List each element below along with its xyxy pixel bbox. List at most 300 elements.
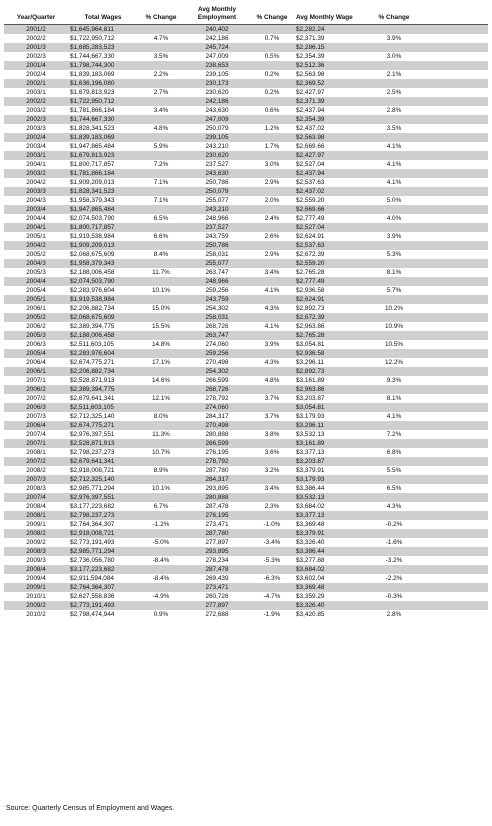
table-row: [4, 187, 488, 196]
cell-pct-change-wages: [138, 565, 184, 574]
cell-pct-change-wages: [138, 43, 184, 52]
cell-avg-monthly-employment: 277,897: [184, 601, 250, 610]
cell-pct-change-wages: 11.7%: [152, 269, 170, 276]
cell-pct-change-wages: [138, 169, 184, 178]
table-row: [4, 250, 488, 259]
cell-total-wages: $2,764,364,307: [70, 521, 115, 528]
cell-avg-monthly-employment: 274,060: [205, 341, 229, 348]
cell-year-quarter: 2009/2: [4, 601, 68, 610]
cell-pct-change-wage: 3.0%: [386, 53, 402, 60]
cell-total-wages: $1,958,379,343: [68, 259, 138, 268]
cell-pct-change-employment: [250, 61, 294, 70]
cell-pct-change-wage: 6.8%: [386, 449, 402, 456]
cell-pct-change-wages: 4.7%: [153, 35, 169, 42]
cell-pct-change-wages: [138, 241, 184, 250]
table-row: [4, 610, 488, 619]
cell-pct-change-wages: [138, 439, 184, 448]
table-row: [4, 520, 488, 529]
cell-pct-change-wage: [370, 205, 418, 214]
cell-pct-change-employment: 2.9%: [264, 251, 280, 258]
cell-avg-monthly-employment: 266,599: [205, 377, 229, 384]
cell-spacer: [418, 169, 488, 178]
cell-avg-monthly-employment: 230,620: [184, 151, 250, 160]
cell-pct-change-wages: [138, 151, 184, 160]
cell-pct-change-employment: [250, 439, 294, 448]
cell-year-quarter: 2004/1: [26, 161, 46, 168]
header-pct-change-wage: % Change: [370, 4, 418, 25]
cell-pct-change-wage: -3.2%: [385, 557, 403, 564]
cell-pct-change-employment: [250, 151, 294, 160]
cell-spacer: [418, 160, 488, 169]
table-row: [4, 214, 488, 223]
table-row: [4, 25, 488, 35]
cell-avg-monthly-wage: $2,369.52: [294, 79, 370, 88]
cell-avg-monthly-employment: 293,895: [205, 485, 229, 492]
cell-total-wages: $2,679,641,341: [70, 395, 115, 402]
cell-total-wages: $2,674,775,271: [70, 359, 115, 366]
table-row: [4, 340, 488, 349]
cell-pct-change-wages: [138, 97, 184, 106]
cell-avg-monthly-employment: 254,302: [205, 305, 229, 312]
cell-pct-change-wage: [370, 511, 418, 520]
cell-pct-change-employment: [250, 547, 294, 556]
cell-avg-monthly-employment: 258,031: [205, 251, 229, 258]
cell-spacer: [418, 205, 488, 214]
cell-spacer: [418, 178, 488, 187]
cell-total-wages: $2,712,325,140: [70, 413, 115, 420]
cell-pct-change-wage: [370, 349, 418, 358]
cell-total-wages: $2,068,675,609: [70, 251, 115, 258]
cell-pct-change-wages: 6.7%: [153, 503, 169, 510]
table-row: [4, 367, 488, 376]
cell-pct-change-wage: -2.2%: [385, 575, 403, 582]
cell-avg-monthly-employment: 273,471: [184, 583, 250, 592]
cell-total-wages: $2,188,006,458: [68, 331, 138, 340]
cell-year-quarter: 2005/4: [4, 349, 68, 358]
wages-table-sheet: [4, 4, 488, 619]
cell-pct-change-employment: [250, 403, 294, 412]
table-header-row: [4, 4, 488, 25]
cell-spacer: [418, 565, 488, 574]
cell-year-quarter: 2005/4: [26, 287, 46, 294]
cell-year-quarter: 2005/2: [26, 251, 46, 258]
cell-pct-change-wage: 2.1%: [386, 71, 402, 78]
cell-year-quarter: 2010/1: [26, 593, 46, 600]
cell-total-wages: $2,679,641,341: [68, 457, 138, 466]
cell-avg-monthly-employment: 258,031: [184, 313, 250, 322]
cell-pct-change-employment: 0.2%: [264, 89, 280, 96]
cell-pct-change-wage: [370, 385, 418, 394]
cell-pct-change-wage: [370, 43, 418, 52]
cell-pct-change-employment: 3.2%: [264, 467, 280, 474]
cell-pct-change-wages: 7.2%: [153, 161, 169, 168]
cell-pct-change-employment: 3.0%: [264, 161, 280, 168]
cell-spacer: [418, 277, 488, 286]
cell-total-wages: $2,074,503,790: [68, 277, 138, 286]
cell-total-wages: $1,909,209,013: [68, 241, 138, 250]
cell-total-wages: $2,985,771,294: [70, 485, 115, 492]
cell-avg-monthly-wage: $2,512.36: [294, 61, 370, 70]
cell-avg-monthly-wage: $3,379.91: [294, 529, 370, 538]
table-row: [4, 52, 488, 61]
cell-pct-change-wage: [370, 493, 418, 502]
cell-spacer: [418, 502, 488, 511]
cell-avg-monthly-wage: $2,286.15: [294, 43, 370, 52]
cell-avg-monthly-employment: 243,759: [184, 295, 250, 304]
cell-total-wages: $1,685,283,523: [68, 43, 138, 52]
cell-pct-change-employment: 4.3%: [264, 305, 280, 312]
table-row: [4, 403, 488, 412]
table-body: [4, 25, 488, 620]
cell-pct-change-wage: [370, 583, 418, 592]
source-note: Source: Quarterly Census of Employment and Wages.: [6, 805, 175, 812]
cell-avg-monthly-wage: $2,563.98: [294, 133, 370, 142]
header-avg-monthly-wage: Avg Monthly Wage: [294, 4, 370, 25]
cell-pct-change-wages: -4.9%: [152, 593, 170, 600]
cell-pct-change-employment: 0.5%: [264, 53, 280, 60]
cell-avg-monthly-employment: 276,195: [184, 511, 250, 520]
cell-pct-change-wages: -5.0%: [152, 539, 170, 546]
cell-avg-monthly-employment: 247,009: [184, 115, 250, 124]
table-row: [4, 592, 488, 601]
cell-avg-monthly-wage: $2,537.63: [296, 179, 325, 186]
cell-avg-monthly-wage: $2,354.39: [296, 53, 325, 60]
cell-spacer: [418, 133, 488, 142]
wages-table: [4, 4, 488, 619]
cell-avg-monthly-wage: $2,669.66: [296, 143, 325, 150]
cell-year-quarter: 2005/3: [26, 269, 46, 276]
cell-avg-monthly-employment: 245,724: [184, 43, 250, 52]
cell-pct-change-wage: 3.9%: [386, 35, 402, 42]
cell-total-wages: $2,918,008,721: [70, 467, 115, 474]
cell-avg-monthly-employment: 270,498: [184, 421, 250, 430]
cell-year-quarter: 2004/2: [4, 241, 68, 250]
cell-pct-change-wage: [370, 331, 418, 340]
cell-year-quarter: 2003/2: [4, 169, 68, 178]
cell-total-wages: $2,528,871,913: [68, 439, 138, 448]
cell-avg-monthly-wage: $2,559.20: [294, 259, 370, 268]
cell-pct-change-wages: [138, 259, 184, 268]
cell-year-quarter: 2007/4: [26, 431, 46, 438]
cell-avg-monthly-employment: 260,726: [205, 593, 229, 600]
cell-pct-change-employment: 4.3%: [264, 359, 280, 366]
cell-spacer: [418, 385, 488, 394]
cell-spacer: [418, 331, 488, 340]
cell-pct-change-wage: [370, 259, 418, 268]
cell-year-quarter: 2009/2: [26, 539, 46, 546]
table-row: [4, 511, 488, 520]
cell-year-quarter: 2004/2: [26, 179, 46, 186]
table-row: [4, 313, 488, 322]
cell-avg-monthly-wage: $3,420.85: [296, 611, 325, 618]
cell-pct-change-employment: -3.4%: [263, 539, 281, 546]
cell-avg-monthly-employment: 248,966: [205, 215, 229, 222]
cell-avg-monthly-wage: $3,377.13: [294, 511, 370, 520]
cell-avg-monthly-employment: 284,317: [205, 413, 229, 420]
cell-avg-monthly-wage: $3,161.89: [296, 377, 325, 384]
cell-pct-change-wage: 4.1%: [386, 143, 402, 150]
cell-pct-change-wage: 10.2%: [384, 305, 404, 312]
cell-pct-change-wages: [138, 349, 184, 358]
cell-avg-monthly-employment: 243,630: [184, 169, 250, 178]
cell-year-quarter: 2009/3: [26, 557, 46, 564]
cell-avg-monthly-employment: 230,173: [184, 79, 250, 88]
table-row: [4, 538, 488, 547]
header-spacer: [418, 4, 488, 25]
cell-pct-change-employment: [250, 295, 294, 304]
cell-avg-monthly-employment: 280,888: [205, 431, 229, 438]
cell-pct-change-employment: [250, 43, 294, 52]
cell-avg-monthly-employment: 280,888: [184, 493, 250, 502]
cell-avg-monthly-wage: $2,672.39: [294, 313, 370, 322]
cell-pct-change-wages: 6.6%: [153, 233, 169, 240]
table-row: [4, 493, 488, 502]
cell-avg-monthly-employment: 243,630: [205, 107, 229, 114]
cell-pct-change-wages: 7.1%: [153, 197, 169, 204]
cell-spacer: [418, 601, 488, 610]
cell-spacer: [418, 430, 488, 439]
cell-avg-monthly-wage: $2,765.28: [294, 331, 370, 340]
cell-avg-monthly-wage: $2,672.39: [296, 251, 325, 258]
cell-avg-monthly-employment: 239,105: [205, 71, 229, 78]
cell-pct-change-wages: [138, 403, 184, 412]
cell-avg-monthly-wage: $2,669.66: [294, 205, 370, 214]
cell-total-wages: $1,722,950,712: [68, 97, 138, 106]
cell-spacer: [418, 403, 488, 412]
cell-pct-change-wages: [138, 187, 184, 196]
cell-year-quarter: 2008/1: [26, 449, 46, 456]
cell-spacer: [418, 313, 488, 322]
cell-total-wages: $2,911,594,084: [70, 575, 114, 582]
cell-pct-change-wage: [370, 601, 418, 610]
table-row: [4, 349, 488, 358]
cell-pct-change-wage: [370, 97, 418, 106]
cell-pct-change-employment: [250, 277, 294, 286]
table-row: [4, 457, 488, 466]
cell-total-wages: $1,744,667,330: [68, 115, 138, 124]
cell-pct-change-wages: -8.4%: [152, 557, 170, 564]
cell-pct-change-employment: [250, 223, 294, 232]
cell-spacer: [418, 592, 488, 601]
cell-total-wages: $2,918,008,721: [68, 529, 138, 538]
cell-year-quarter: 2001/2: [4, 25, 68, 35]
cell-year-quarter: 2007/1: [4, 439, 68, 448]
cell-pct-change-employment: 4.1%: [264, 323, 280, 330]
cell-pct-change-wages: [138, 295, 184, 304]
cell-year-quarter: 2007/1: [26, 377, 46, 384]
cell-pct-change-employment: 0.6%: [264, 107, 280, 114]
header-pct-change-wages: % Change: [138, 4, 184, 25]
cell-avg-monthly-employment: 243,210: [205, 143, 229, 150]
cell-avg-monthly-wage: $3,277.88: [296, 557, 325, 564]
cell-pct-change-wages: 6.5%: [153, 215, 169, 222]
cell-pct-change-employment: [250, 565, 294, 574]
cell-pct-change-wages: [138, 421, 184, 430]
table-row: [4, 232, 488, 241]
cell-avg-monthly-employment: 242,186: [205, 35, 229, 42]
cell-pct-change-employment: 3.8%: [264, 431, 280, 438]
cell-avg-monthly-employment: 266,599: [184, 439, 250, 448]
cell-avg-monthly-employment: 254,302: [184, 367, 250, 376]
table-row: [4, 277, 488, 286]
cell-year-quarter: 2007/2: [26, 395, 46, 402]
cell-pct-change-wage: -0.2%: [385, 521, 403, 528]
cell-avg-monthly-employment: 250,079: [184, 187, 250, 196]
cell-pct-change-wage: [370, 295, 418, 304]
cell-total-wages: $2,068,675,609: [68, 313, 138, 322]
cell-year-quarter: 2004/1: [4, 223, 68, 232]
cell-avg-monthly-employment: 240,402: [184, 25, 250, 35]
table-row: [4, 268, 488, 277]
cell-pct-change-wage: 5.0%: [386, 197, 402, 204]
header-avg-monthly-employment: Avg Monthly Employment: [184, 4, 250, 25]
cell-spacer: [418, 187, 488, 196]
cell-pct-change-employment: 2.0%: [264, 197, 280, 204]
cell-pct-change-wages: [138, 223, 184, 232]
cell-spacer: [418, 583, 488, 592]
cell-pct-change-wage: 5.5%: [386, 467, 402, 474]
table-row: [4, 124, 488, 133]
cell-pct-change-wage: 3.5%: [386, 125, 402, 132]
cell-avg-monthly-wage: $2,437.02: [294, 187, 370, 196]
cell-pct-change-wage: 6.5%: [386, 485, 402, 492]
cell-pct-change-employment: [250, 529, 294, 538]
cell-pct-change-wage: [370, 115, 418, 124]
cell-avg-monthly-wage: $2,527.04: [294, 223, 370, 232]
cell-pct-change-wage: [370, 439, 418, 448]
cell-avg-monthly-wage: $2,371.39: [294, 97, 370, 106]
cell-total-wages: $1,636,196,080: [68, 79, 138, 88]
cell-pct-change-employment: 2.6%: [264, 233, 280, 240]
cell-spacer: [418, 286, 488, 295]
cell-year-quarter: 2007/2: [4, 457, 68, 466]
cell-pct-change-wages: 3.5%: [153, 53, 169, 60]
table-row: [4, 106, 488, 115]
cell-avg-monthly-wage: $2,437.94: [294, 169, 370, 178]
cell-pct-change-employment: [250, 421, 294, 430]
cell-avg-monthly-wage: $3,179.93: [296, 413, 325, 420]
cell-avg-monthly-employment: 250,079: [205, 125, 229, 132]
cell-pct-change-employment: -1.9%: [263, 611, 281, 618]
cell-total-wages: $1,781,866,184: [70, 107, 115, 114]
cell-avg-monthly-employment: 278,792: [184, 457, 250, 466]
cell-avg-monthly-wage: $3,684.02: [296, 503, 325, 510]
cell-pct-change-wages: 12.1%: [151, 395, 171, 402]
cell-pct-change-wages: [138, 547, 184, 556]
cell-pct-change-employment: 2.3%: [264, 503, 280, 510]
cell-pct-change-employment: 1.7%: [264, 143, 280, 150]
cell-spacer: [418, 421, 488, 430]
cell-total-wages: $1,958,379,343: [70, 197, 115, 204]
cell-avg-monthly-wage: $3,296.11: [294, 421, 370, 430]
cell-avg-monthly-wage: $2,527.04: [296, 161, 325, 168]
cell-pct-change-wage: [370, 25, 418, 35]
cell-avg-monthly-wage: $2,892.73: [294, 367, 370, 376]
cell-pct-change-employment: [250, 385, 294, 394]
cell-pct-change-wage: [370, 187, 418, 196]
cell-spacer: [418, 520, 488, 529]
cell-pct-change-employment: -1.0%: [263, 521, 281, 528]
cell-pct-change-wage: [370, 241, 418, 250]
cell-spacer: [418, 25, 488, 35]
cell-spacer: [418, 448, 488, 457]
cell-year-quarter: 2004/3: [26, 197, 46, 204]
cell-pct-change-wages: 14.8%: [151, 341, 171, 348]
cell-spacer: [418, 88, 488, 97]
cell-pct-change-wage: [370, 133, 418, 142]
cell-pct-change-wage: 5.7%: [386, 287, 402, 294]
cell-pct-change-employment: 3.6%: [264, 449, 280, 456]
cell-pct-change-wages: [138, 331, 184, 340]
cell-avg-monthly-employment: 247,009: [205, 53, 229, 60]
cell-avg-monthly-wage: $2,537.63: [294, 241, 370, 250]
table-row: [4, 88, 488, 97]
cell-avg-monthly-employment: 263,747: [184, 331, 250, 340]
cell-pct-change-employment: [250, 25, 294, 35]
cell-avg-monthly-employment: 269,439: [205, 575, 229, 582]
cell-year-quarter: 2010/2: [26, 611, 46, 618]
cell-pct-change-wage: 4.3%: [386, 503, 402, 510]
cell-spacer: [418, 70, 488, 79]
cell-pct-change-wage: [370, 61, 418, 70]
cell-spacer: [418, 556, 488, 565]
cell-avg-monthly-wage: $3,054.81: [294, 403, 370, 412]
cell-avg-monthly-wage: $3,386.44: [294, 547, 370, 556]
cell-pct-change-employment: [250, 367, 294, 376]
cell-total-wages: $1,828,341,523: [70, 125, 115, 132]
cell-avg-monthly-wage: $3,203.87: [294, 457, 370, 466]
cell-spacer: [418, 367, 488, 376]
cell-pct-change-wages: 3.4%: [153, 107, 169, 114]
cell-year-quarter: 2003/2: [26, 107, 46, 114]
table-row: [4, 133, 488, 142]
cell-spacer: [418, 484, 488, 493]
cell-total-wages: $3,177,223,682: [70, 503, 115, 510]
cell-avg-monthly-wage: $2,437.94: [296, 107, 325, 114]
cell-year-quarter: 2008/2: [4, 529, 68, 538]
cell-pct-change-employment: 3.7%: [264, 413, 280, 420]
cell-year-quarter: 2006/3: [4, 403, 68, 412]
table-row: [4, 448, 488, 457]
cell-avg-monthly-wage: $3,326.40: [294, 601, 370, 610]
cell-avg-monthly-employment: 255,077: [184, 259, 250, 268]
cell-avg-monthly-wage: $3,532.13: [296, 431, 325, 438]
table-row: [4, 259, 488, 268]
cell-avg-monthly-employment: 276,195: [205, 449, 229, 456]
table-row: [4, 70, 488, 79]
cell-total-wages: $1,919,538,984: [70, 233, 115, 240]
cell-pct-change-wages: 5.9%: [153, 143, 169, 150]
header-year-quarter: Year/Quarter: [4, 4, 68, 25]
cell-pct-change-employment: 4.8%: [264, 377, 280, 384]
cell-avg-monthly-employment: 284,317: [184, 475, 250, 484]
cell-year-quarter: 2001/4: [4, 61, 68, 70]
cell-pct-change-employment: -4.7%: [263, 593, 281, 600]
cell-pct-change-wages: [138, 475, 184, 484]
cell-year-quarter: 2006/2: [4, 385, 68, 394]
cell-avg-monthly-employment: 287,478: [184, 565, 250, 574]
table-row: [4, 151, 488, 160]
cell-spacer: [418, 214, 488, 223]
cell-year-quarter: 2006/1: [26, 305, 46, 312]
cell-pct-change-wage: 4.1%: [386, 413, 402, 420]
cell-pct-change-wages: [138, 115, 184, 124]
cell-pct-change-wage: 2.8%: [386, 107, 402, 114]
cell-avg-monthly-employment: 293,895: [184, 547, 250, 556]
cell-pct-change-wages: [138, 61, 184, 70]
cell-pct-change-wage: -1.6%: [385, 539, 403, 546]
cell-total-wages: $1,645,964,811: [68, 25, 138, 35]
